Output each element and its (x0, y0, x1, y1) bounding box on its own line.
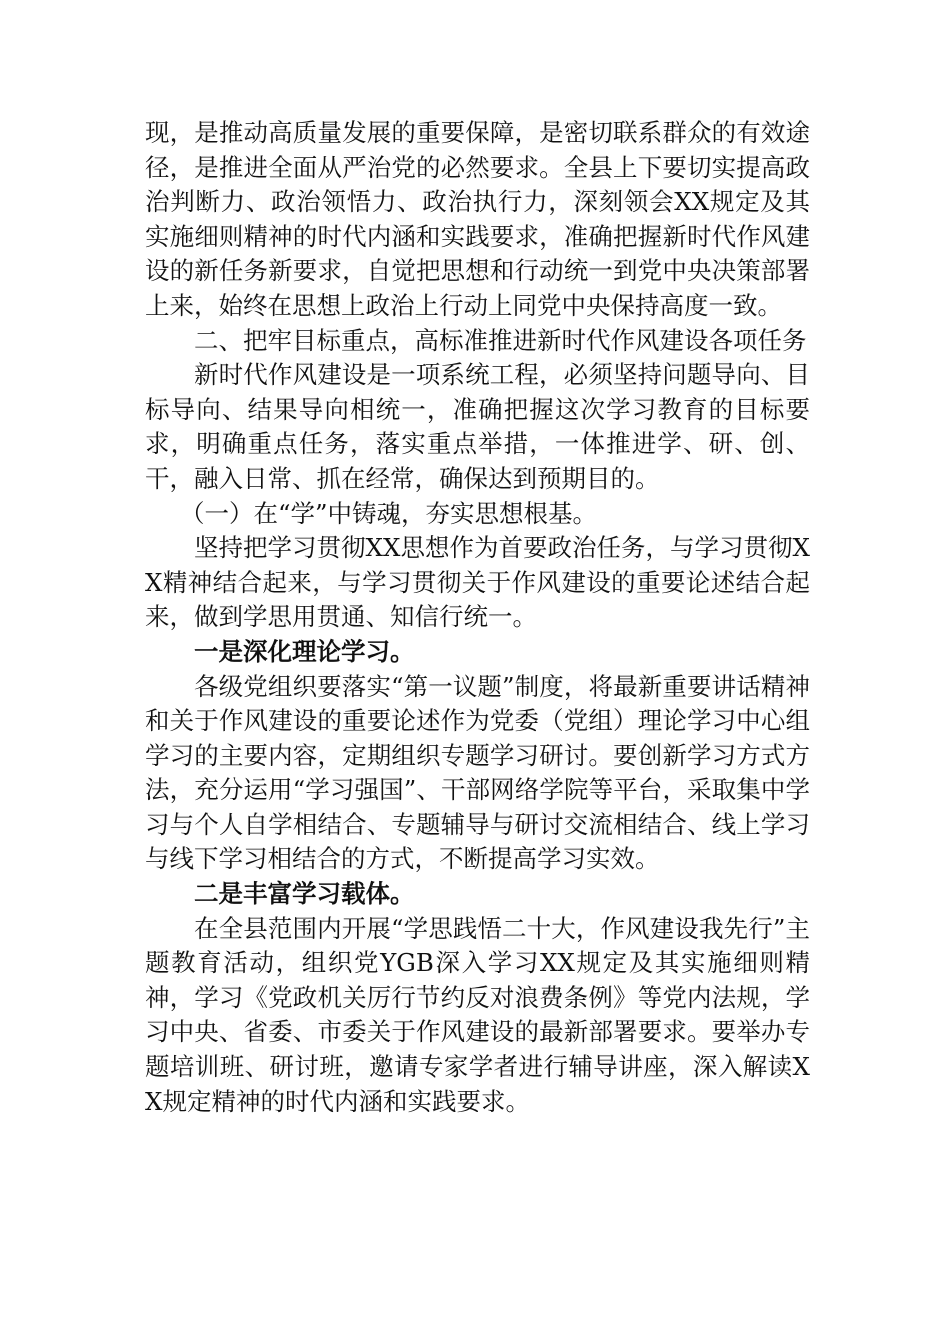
paragraph-point-1: 各级党组织要落实“第一议题”制度，将最新重要讲话精神和关于作风建设的重要论述作为党委（党组）理论学习中心组学习的主要内容，定期组织专题学习研讨。要创新学习方式方法，充分运用“学习强国”、干部网络学院等平台，采取集中学习与个人自学相结合、专题辅导与研讨交流相结合、线上学习与线下学习相结合的方式，不断提高学习实效。 (145, 671, 810, 874)
paragraph-subsection-intro: 坚持把学习贯彻XX思想作为首要政治任务，与学习贯彻XX精神结合起来，与学习贯彻关于作风建设的重要论述结合起来，做到学思用贯通、知信行统一。 (145, 533, 810, 632)
paragraph-section-intro: 新时代作风建设是一项系统工程，必须坚持问题导向、目标导向、结果导向相统一，准确把握这次学习教育的目标要求，明确重点任务，落实重点举措，一体推进学、研、创、干，融入日常、抓在经常，确保达到预期目的。 (145, 360, 810, 493)
paragraph-continuation: 现，是推动高质量发展的重要保障，是密切联系群众的有效途径，是推进全面从严治党的必然要求。全县上下要切实提高政治判断力、政治领悟力、政治执行力，深刻领会XX规定及其实施细则精神的时代内涵和实践要求，准确把握新时代作风建设的新任务新要求，自觉把思想和行动统一到党中央决策部署上来，始终在思想上政治上行动上同党中央保持高度一致。 (145, 118, 810, 320)
document-body (145, 116, 810, 1119)
subsection-heading-1: （一）在“学”中铸魂，夯实思想根基。 (180, 498, 598, 528)
section-heading-2: 二、把牢目标重点，高标准推进新时代作风建设各项任务 (194, 325, 807, 355)
point-heading-1: 一是深化理论学习。 (194, 636, 415, 666)
paragraph-point-2: 在全县范围内开展“学思践悟二十大，作风建设我先行”主题教育活动，组织党YGB深入学习XX规定及其实施细则精神，学习《党政机关厉行节约反对浪费条例》等党内法规，学习中央、省委、市委关于作风建设的最新部署要求。要举办专题培训班、研讨班，邀请专家学者进行辅导讲座，深入解读XX规定精神的时代内涵和实践要求。 (145, 913, 810, 1116)
point-heading-2: 二是丰富学习载体。 (194, 879, 415, 909)
